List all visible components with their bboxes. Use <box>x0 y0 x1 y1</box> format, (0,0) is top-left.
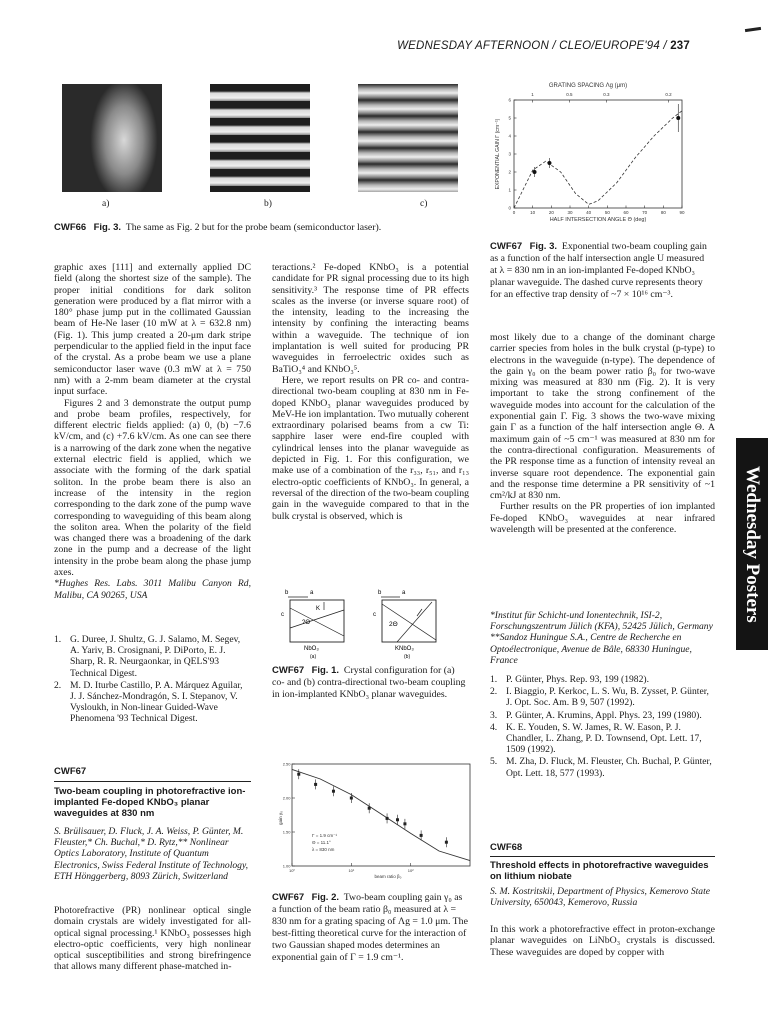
fig1b-label-a: a <box>402 590 406 596</box>
chart2-annotation-gain: Γ = 1.9 cm⁻¹ <box>312 833 337 838</box>
chart3-xtick-label: 30 <box>567 210 573 215</box>
section-rule <box>54 781 251 782</box>
column-2-body <box>272 262 469 522</box>
chart2-data-point <box>403 822 406 825</box>
column-1-body <box>54 262 251 601</box>
chart3-xtick-label: 60 <box>623 210 629 215</box>
caption-label: Fig. 1. <box>311 665 340 676</box>
chart3-toptick-label: 1 <box>531 92 534 97</box>
col1-paragraph-2: Figures 2 and 3 demonstrate the output pump and probe beam profiles, respectively, for different electric fields applied: (a) 0, (b) −7.6 kV/cm, and (c) +7.6 kV/cm. As one can see there is a narrowing of the dark zone when the negative external electric field is applied, which we associate with the forming of the dark spatial soliton. In the probe beam there is also an increase of the intensity in the region corresponding to the dark zone of the pump wave corresponding to waveguiding of this beam along the soliton area. When the polarity of the field was changed there was a broadening of the dark zone in the pump and a decrease of the light intensity in the probe beam along the phase jump axes. <box>54 397 251 579</box>
chart3-frame <box>514 100 682 208</box>
cwf67-section-id: CWF67 <box>54 766 87 777</box>
caption-label: Fig. 2. <box>311 892 340 903</box>
fig1b-label-crystal: KNbO₃ <box>395 646 414 652</box>
chart3-xtick-label: 70 <box>642 210 648 215</box>
reference-item: 4. K. E. Youden, S. W. James, R. W. Eason, P. J. Chandler, L. Zhang, P. D. Townsend, Opt. Lett. 17, 1509 (1992). <box>490 721 702 756</box>
col1-references <box>54 634 251 726</box>
chart3-data-point <box>533 170 537 174</box>
caption-label: Fig. 3. <box>529 241 558 252</box>
chart3-toptick-label: 0.3 <box>603 92 610 97</box>
caption-id: CWF67 <box>272 892 305 903</box>
chart2-data-point <box>396 818 399 821</box>
fig1a-label-c: c <box>281 612 284 618</box>
chart2-data-point <box>332 790 335 793</box>
cwf67-fig1-diagram <box>272 588 472 660</box>
section-rule <box>490 856 715 857</box>
caption-text: Crystal configuration for (a) co- and (b) contra-directional two-beam coupling in ion-implanted KNbO₃ planar waveguides. <box>272 665 466 700</box>
cwf67-intro <box>54 905 251 973</box>
cwf67-fig3-caption <box>490 241 710 301</box>
section-tab-label: Wednesday Posters <box>742 465 763 623</box>
chart2-ylabel: gain γ₀ <box>278 811 283 825</box>
chart3-theory-curve <box>514 111 682 208</box>
chart3-data-point <box>676 116 680 120</box>
reference-item: 2. I. Biaggio, P. Kerkoc, L. S. Wu, B. Zysset, P. Günter, J. Opt. Soc. Am. B 9, 507 (1992). <box>490 686 709 709</box>
fig1a-label-panel: (a) <box>310 654 317 660</box>
col3-paragraph-2: Further results on the PR properties of ion implanted Fe-doped KNbO₃ waveguides at near infrared wavelength will be presented at the conference. <box>490 501 715 536</box>
chart3-ytick-label: 0 <box>508 205 511 211</box>
chart2-data-point <box>297 773 300 776</box>
chart2-data-point <box>420 834 423 837</box>
chart3-ytick-label: 6 <box>508 97 511 103</box>
cwf67-fig1-caption <box>272 665 469 701</box>
photo-a <box>62 84 162 192</box>
cwf66-fig3-caption <box>54 222 484 234</box>
chart2-ytick-label: 2.50 <box>282 761 291 767</box>
chart2-ytick-label: 1.00 <box>282 863 291 869</box>
cwf67-fig3-chart <box>488 80 698 225</box>
photo-label-c: c) <box>420 199 428 209</box>
chart3-xtick-label: 10 <box>530 210 536 215</box>
col3-paragraph-3: In this work a photorefractive effect in proton-exchange planar waveguides on LiNbO₃ crystals is discussed. These waveguides are doped by copper with <box>490 924 715 958</box>
col2-paragraph-2: Here, we report results on PR co- and contra-directional two-beam coupling at 830 nm in Fe-doped KNbO₃ planar waveguides produced by MeV-He ion implantation. Two mutually coherent extraordinary polarised beams from a cw Ti: sapphire laser were end-fire coupled with cylindrical lenses into the planar waveguide as depicted in Fig. 1. For this configuration, we make use of a combination of the r₃₃, r₅₁, and r₁₃ electro-optic coefficients of KNbO₃. In general, a reversal of the direction of the two-beam coupling gain in the waveguide compared to that in the bulk crystal is observed, which is <box>272 374 469 522</box>
corner-mark <box>745 27 761 32</box>
chart2-data-point <box>368 807 371 810</box>
fig1b-label-panel: (b) <box>404 654 411 660</box>
col3-references <box>490 674 715 780</box>
chart2-data-point <box>314 783 317 786</box>
section-tab <box>736 438 768 650</box>
cwf68-section-id: CWF68 <box>490 842 523 853</box>
cwf67-title: Two-beam coupling in photorefractive ion-implanted Fe-doped KNbO₃ planar waveguides at 830 nm <box>54 786 246 819</box>
caption-text: The same as Fig. 2 but for the probe beam (semiconductor laser). <box>125 222 382 233</box>
running-header <box>360 40 690 52</box>
fig1a-label-crystal: NbO₃ <box>304 646 319 652</box>
cwf68-authors: S. M. Kostritskii, Department of Physics, Kemerovo State University, 650043, Kemerovo, Russia <box>490 886 711 909</box>
chart3-title: GRATING SPACING Λg (μm) <box>548 83 628 89</box>
chart3-ytick-label: 1 <box>508 187 511 193</box>
chart2-ytick-label: 2.00 <box>282 795 291 801</box>
col1-affiliation: *Hughes Res. Labs. 3011 Malibu Canyon Rd, Malibu, CA 90265, USA <box>54 578 251 601</box>
col3-affiliation-1: *Institut für Schicht-und Ionentechnik, ISI-2, Forschungszentrum Jülich (KFA), 52425 Jülich, Germany <box>490 610 713 633</box>
chart2-ytick-label: 1.50 <box>282 829 291 835</box>
fig1a-label-b: b <box>285 590 289 596</box>
chart2-xtick-label: 10⁰ <box>288 868 296 873</box>
fig1b-label-2theta: 2Θ <box>389 621 398 628</box>
reference-item: 3. P. Günter, A. Krumins, Appl. Phys. 23, 199 (1980). <box>490 709 702 721</box>
chart3-xtick-label: 80 <box>660 210 666 215</box>
chart3-xtick-label: 50 <box>604 210 610 215</box>
reference-item: 1. P. Günter, Phys. Rep. 93, 199 (1982). <box>490 674 649 685</box>
page-number: 237 <box>670 40 690 52</box>
cwf68-title: Threshold effects in photorefractive waveguides on lithium niobate <box>490 860 709 882</box>
column-3-body <box>490 332 715 535</box>
chart2-annotation-angle: Θ = 11.1° <box>312 840 331 845</box>
reference-item: 2. M. D. Iturbe Castillo, P. A. Márquez Aguilar, J. J. Sánchez-Mondragón, S. I. Stepanov, V. Vysloukh, in Non-linear Guided-Wave Phenomena '93 Technical Digest. <box>54 679 243 725</box>
reference-item: 1. G. Duree, J. Shultz, G. J. Salamo, M. Segev, A. Yariv, B. Crosignani, P. DiPorto, E. J. Sharp, R. R. Neurgaonkar, in QELS'93 Technical Digest. <box>54 634 241 679</box>
chart3-ytick-label: 4 <box>508 133 511 139</box>
caption-id: CWF66 <box>54 222 87 233</box>
chart2-data-point <box>386 817 389 820</box>
chart2-data-point <box>350 797 353 800</box>
chart3-xtick-label: 20 <box>548 210 554 215</box>
chart3-xlabel: HALF INTERSECTION ANGLE Θ (deg) <box>549 217 647 223</box>
chart3-ytick-label: 2 <box>508 169 511 175</box>
caption-label: Fig. 3. <box>93 222 122 233</box>
cwf67-authors: S. Brülisauer, D. Fluck, J. A. Weiss, P. Günter, M. Fleuster,* Ch. Buchal,* D. Rytz,** Nonlinear Optics Laboratory, Institute of Quantum Electronics, Swiss Federal Institute of Technology, ETH Hönggerberg, 8093 Zürich, Switzerland <box>54 826 249 882</box>
photo-label-a: a) <box>102 199 110 209</box>
chart3-xtick-label: 0 <box>512 210 516 215</box>
chart3-toptick-label: 0.5 <box>566 92 573 97</box>
chart2-annotation-wavelength: λ = 830 nm <box>312 847 335 852</box>
cwf67-fig2-chart <box>276 760 476 884</box>
fig1a-label-theta: ?Θ <box>302 620 311 626</box>
chart2-data-point <box>445 841 448 844</box>
chart3-data-point <box>547 161 551 165</box>
col2-paragraph-1: teractions.² Fe-doped KNbO₃ is a potential candidate for PR signal processing due to its high sensitivity.³ The response time of PR effects scales as the inverse (or inverse square root) of the intensity, leading to the increasing the intensity by confining the interacting beams within a waveguide. The technique of ion implantation is well suited for producing PR waveguides in ferroelectric oxides such as BaTiO₃⁴ and KNbO₃⁵. <box>272 262 469 375</box>
chart3-xtick-label: 90 <box>679 210 685 215</box>
photo-label-b: b) <box>264 199 272 209</box>
chart3-toptick-label: 0.2 <box>665 92 672 97</box>
caption-text: Exponential two-beam coupling gain as a function of the half intersection angle U measured at λ = 830 nm in an ion-implanted Fe-doped KNbO₃ planar waveguide. The dashed curve represents theory for an effective trap density of ~7 × 10¹⁶ cm⁻³. <box>490 241 707 300</box>
chart2-xtick-label: 10² <box>407 868 414 873</box>
fig1a-label-k: K <box>316 606 321 612</box>
chart3-ytick-label: 3 <box>508 151 511 157</box>
chart3-ytick-label: 5 <box>508 115 511 121</box>
col3-affiliations <box>490 610 715 666</box>
chart2-xlabel: beam ratio β₀ <box>374 874 402 879</box>
reference-item: 5. M. Zha, D. Fluck, M. Fleuster, Ch. Buchal, P. Günter, Opt. Lett. 18, 577 (1993). <box>490 756 712 779</box>
fig1b-label-c: c <box>373 612 376 618</box>
col1-paragraph-3: Photorefractive (PR) nonlinear optical single domain crystals are widely investigated for all-optical signal processing.¹ KNbO₃ possesses high electro-optic coefficients, very high nonlinear optical susceptibilities and strong birefringence that allows many different phase-matched in- <box>54 905 251 973</box>
fig1b-label-b: b <box>378 590 382 596</box>
photo-c <box>358 84 458 192</box>
chart3-xtick-label: 40 <box>586 210 592 215</box>
caption-id: CWF67 <box>272 665 305 676</box>
caption-text: Two-beam coupling gain γ₀ as a function of the beam ratio β₀ measured at λ = 830 nm for a grating spacing of Λg = 1.0 μm. The best-fitting theoretical curve for the interaction of two Gaussian shaped modes determines an exponential gain of Γ = 1.9 cm⁻¹. <box>272 892 468 963</box>
col3-paragraph-1: most likely due to a change of the dominant charge carrier species from holes in the bulk crystal (p-type) to electrons in the waveguide (n-type). The dependence of the gain γ₀ on the beam power ratio β₀ for two-wave mixing was measured at 830 nm (Fig. 2). It is very important to take the strong confinement of the waveguide modes into account for the calculation of the exponential gain Γ. Fig. 3 shows the two-wave mixing gain Γ as a function of the half intersection angle Θ. A maximum gain of ~5 cm⁻¹ was measured at 830 nm for the contra-directional configuration. Measurements of the PR response time as a function of intensity reveal an inverse square root dependence. The exponential gain and the response time determine a PR sensitivity of ~1 cm²/kJ at 830 nm. <box>490 332 715 502</box>
chart2-xtick-label: 10¹ <box>348 868 355 873</box>
cwf68-intro <box>490 924 715 958</box>
photo-b <box>210 84 310 192</box>
header-text: WEDNESDAY AFTERNOON / CLEO/EUROPE'94 / <box>397 40 667 52</box>
caption-id: CWF67 <box>490 241 523 252</box>
cwf67-fig2-caption <box>272 892 469 964</box>
col1-paragraph-1: graphic axes [111] and externally applied DC field (along the shortest size of the sample). The proper initial conditions for dark soliton generation were produced by a flat mirror with a 180° phase jump put in the collimated Gaussian beam of He-Ne laser (10 mW at λ = 632.8 nm) (Fig. 1). This jump created a 20-μm dark stripe perpendicular to the applied field in the input face of the crystal. As a probe beam we use a plane semiconductor laser wave (0.3 mW at λ = 750 nm) with a 2-mm beam diameter at the crystal input surface. <box>54 262 251 398</box>
fig1a-label-a: a <box>310 590 314 596</box>
chart3-ylabel: EXPONENTIAL GAIN Γ (cm⁻¹) <box>495 118 501 190</box>
col3-affiliation-2: **Sandoz Huningue S.A., Centre de Recherche en Optoélectronique, Avenue de Bâle, 68330 Huningue, France <box>490 632 692 666</box>
